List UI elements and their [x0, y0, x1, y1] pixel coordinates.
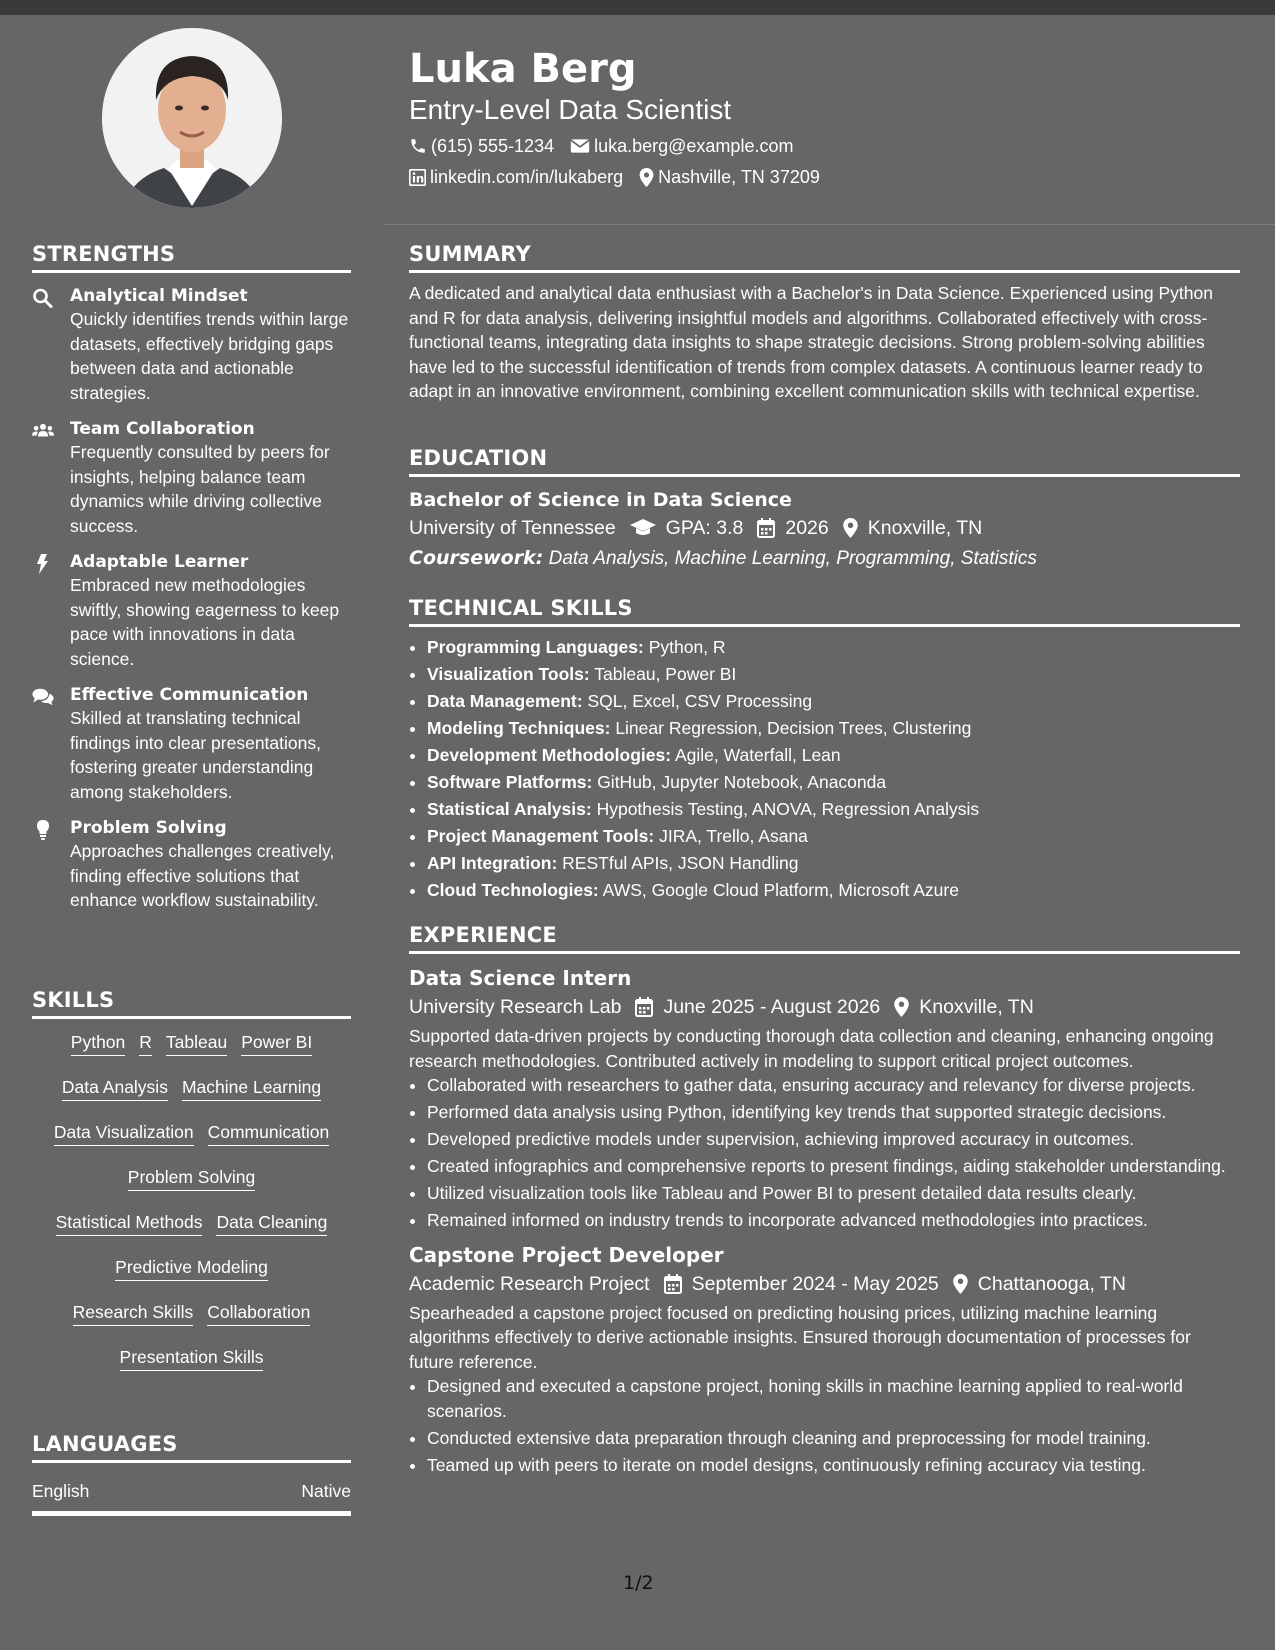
language-row: [32, 1479, 351, 1516]
job-dates: June 2025 - August 2026: [663, 996, 881, 1018]
skills-heading: SKILLS: [32, 988, 351, 1019]
strength-title: Effective Communication: [70, 685, 309, 705]
contact-linkedin[interactable]: [409, 165, 623, 189]
tech-skill-item: [427, 770, 1240, 794]
tech-skill-item: [427, 662, 1240, 686]
job-bullet: • Designed and executed a capstone project, honing skills in machine learning applied to real-world scenarios.: [427, 1374, 1240, 1423]
calendar-icon: [635, 997, 653, 1017]
skill-tag: Python: [71, 1031, 125, 1056]
job-title: Capstone Project Developer: [409, 1242, 724, 1267]
tech-skill-label: Programming Languages:: [427, 637, 644, 657]
tech-skill-label: Development Methodologies:: [427, 745, 672, 765]
summary-text: A dedicated and analytical data enthusiast with a Bachelor's in Data Science. Experienced using Python and R for data analysis, delivering insightful models and algorithms. Collaborated effectively with cross-functional teams, integrating data insights to shape strategic decisions. Strong problem-solving abilities have led to the successful identification of trends from complex datasets. A continuous learner ready to adapt in an innovative environment, combining excellent communication skills with technical expertise.: [409, 283, 1213, 401]
strength-desc: Skilled at translating technical findings into clear presentations, fostering greater understanding among stakeholders.: [70, 708, 321, 802]
skill-tag: Statistical Methods: [56, 1211, 203, 1236]
strength-item: [32, 418, 351, 538]
tech-skill-label: Data Management:: [427, 691, 583, 711]
skill-tag: Data Visualization: [54, 1121, 194, 1146]
lightbulb-icon: [32, 820, 54, 840]
strength-desc: Frequently consulted by peers for insights, helping balance team dynamics while driving collective success.: [70, 442, 330, 536]
bolt-icon: [32, 554, 54, 574]
users-icon: [32, 421, 54, 441]
strength-title: Adaptable Learner: [70, 552, 249, 572]
contact-row-1: [409, 134, 809, 158]
job-bullet: • Utilized visualization tools like Tableau and Power BI to present detailed data results clearly.: [427, 1181, 1240, 1206]
skill-tag: Data Analysis: [62, 1076, 168, 1101]
job-description: Spearheaded a capstone project focused on predicting housing prices, utilizing machine learning algorithms effectively to derive actionable insights. Ensured thorough documentation of processes for future reference.: [409, 1302, 1191, 1372]
experience-heading: EXPERIENCE: [409, 923, 1240, 954]
coursework-line: [409, 543, 1240, 574]
strength-item: [32, 817, 351, 913]
tech-skill-value: GitHub, Jupyter Notebook, Anaconda: [597, 772, 887, 792]
skill-tag: Communication: [208, 1121, 330, 1146]
candidate-name: Luka Berg: [409, 46, 637, 92]
technical-skills-section: [409, 596, 1240, 905]
skill-tag: Collaboration: [207, 1301, 310, 1326]
contact-phone: [409, 134, 554, 158]
job-dates: September 2024 - May 2025: [691, 1272, 939, 1295]
gpa-text: GPA: 3.8: [665, 517, 744, 539]
top-bar: [0, 0, 1275, 15]
tech-skill-item: [427, 743, 1240, 767]
strength-item: [32, 551, 351, 671]
job-bullet: • Teamed up with peers to iterate on model designs, continuously refining accuracy via testing.: [427, 1453, 1240, 1478]
location-text: Nashville, TN 37209: [658, 167, 820, 187]
phone-text: (615) 555-1234: [431, 136, 555, 156]
language-name: English: [32, 1481, 90, 1501]
map-pin-icon: [639, 168, 654, 187]
tech-skill-label: Modeling Techniques:: [427, 718, 611, 738]
skill-tag: Problem Solving: [128, 1166, 255, 1191]
calendar-icon: [757, 518, 775, 538]
job-org: Academic Research Project: [409, 1272, 650, 1295]
envelope-icon: [570, 138, 590, 154]
tech-skill-value: Python, R: [648, 637, 726, 657]
skill-tag: Tableau: [166, 1031, 227, 1056]
tech-skill-value: Agile, Waterfall, Lean: [674, 745, 841, 765]
profile-photo: [102, 28, 282, 208]
education-heading: EDUCATION: [409, 446, 1240, 477]
tech-skill-value: RESTful APIs, JSON Handling: [562, 853, 799, 873]
strength-desc: Approaches challenges creatively, finding effective solutions that enhance workflow sustainability.: [70, 841, 335, 910]
coursework-text: Data Analysis, Machine Learning, Programming, Statistics: [548, 548, 1037, 569]
job-meta: [409, 992, 1240, 1022]
job-location: Knoxville, TN: [919, 996, 1034, 1018]
tech-skill-item: [427, 851, 1240, 875]
tech-skill-value: JIRA, Trello, Asana: [659, 826, 808, 846]
school-location: Knoxville, TN: [867, 517, 983, 539]
languages-section: [32, 1432, 351, 1516]
map-pin-icon: [843, 518, 858, 538]
page-number: 1/2: [623, 1572, 654, 1594]
strengths-section: [32, 242, 351, 926]
skill-tag: Power BI: [241, 1031, 312, 1056]
job-org: University Research Lab: [409, 996, 622, 1018]
tech-skill-item: [427, 824, 1240, 848]
tech-skill-label: Project Management Tools:: [427, 826, 655, 846]
strength-title: Analytical Mindset: [70, 286, 248, 306]
job-bullet: • Performed data analysis using Python, identifying key trends that supported strategic decisions.: [427, 1100, 1240, 1125]
email-text[interactable]: luka.berg@example.com: [594, 136, 794, 156]
education-section: [409, 446, 1240, 574]
skill-tag: Data Cleaning: [216, 1211, 327, 1236]
tech-skill-item: [427, 878, 1240, 902]
technical-skills-heading: TECHNICAL SKILLS: [409, 596, 1240, 627]
linkedin-icon: [409, 169, 426, 186]
phone-icon: [409, 137, 427, 155]
strength-desc: Quickly identifies trends within large datasets, effectively bridging gaps between data and actionable strategies.: [70, 309, 349, 403]
tech-skill-value: SQL, Excel, CSV Processing: [587, 691, 813, 711]
experience-section: [409, 923, 1240, 1480]
job-bullet: • Conducted extensive data preparation through cleaning and preprocessing for model training.: [427, 1426, 1240, 1451]
tech-skill-value: Linear Regression, Decision Trees, Clustering: [615, 718, 972, 738]
summary-section: [409, 242, 1240, 404]
map-pin-icon: [953, 1274, 968, 1294]
skill-tags: [32, 1031, 351, 1391]
calendar-icon: [664, 1274, 682, 1294]
strength-item: [32, 684, 351, 804]
tech-skill-value: Hypothesis Testing, ANOVA, Regression Analysis: [596, 799, 980, 819]
comments-icon: [32, 687, 54, 707]
job-bullet: • Created infographics and comprehensive reports to present findings, aiding stakeholder understanding.: [427, 1154, 1240, 1179]
candidate-title: Entry-Level Data Scientist: [409, 94, 732, 125]
job-bullet: • Collaborated with researchers to gather data, ensuring accuracy and relevancy for diverse projects.: [427, 1073, 1240, 1098]
strength-item: [32, 285, 351, 405]
strengths-heading: STRENGTHS: [32, 242, 351, 273]
tech-skill-item: [427, 797, 1240, 821]
map-pin-icon: [894, 997, 909, 1017]
skill-tag: R: [139, 1031, 152, 1056]
school-name: University of Tennessee: [409, 517, 616, 539]
strength-title: Team Collaboration: [70, 419, 255, 439]
tech-skill-item: [427, 689, 1240, 713]
graduation-year: 2026: [785, 517, 829, 539]
tech-skill-item: [427, 716, 1240, 740]
tech-skill-label: Cloud Technologies:: [427, 880, 599, 900]
tech-skill-value: AWS, Google Cloud Platform, Microsoft Azure: [602, 880, 959, 900]
graduation-cap-icon: [630, 519, 656, 537]
job-title: Data Science Intern: [409, 966, 632, 990]
job-bullet: • Developed predictive models under supervision, achieving improved accuracy in outcomes.: [427, 1127, 1240, 1152]
contact-location: [639, 165, 820, 189]
tech-skill-label: Visualization Tools:: [427, 664, 590, 684]
contact-row-2: [409, 165, 836, 189]
job-description: Supported data-driven projects by conducting thorough data collection and cleaning, enhancing ongoing research methodologies. Contributed actively in modeling to support critical project outcomes.: [409, 1026, 1214, 1071]
linkedin-text[interactable]: linkedin.com/in/lukaberg: [430, 167, 624, 187]
skill-tag: Predictive Modeling: [115, 1256, 268, 1281]
contact-email[interactable]: [570, 134, 793, 158]
tech-skill-label: Software Platforms:: [427, 772, 593, 792]
tech-skill-label: Statistical Analysis:: [427, 799, 592, 819]
skill-tag: Presentation Skills: [120, 1346, 264, 1371]
strength-title: Problem Solving: [70, 818, 227, 838]
job-location: Chattanooga, TN: [977, 1272, 1126, 1295]
job-bullet: • Remained informed on industry trends to incorporate advanced methodologies into practices.: [427, 1208, 1240, 1233]
tech-skill-label: API Integration:: [427, 853, 558, 873]
summary-heading: SUMMARY: [409, 242, 1240, 273]
search-icon: [32, 288, 54, 308]
languages-heading: LANGUAGES: [32, 1432, 351, 1463]
coursework-label: Coursework:: [409, 547, 544, 569]
tech-skill-value: Tableau, Power BI: [594, 664, 737, 684]
language-level: Native: [301, 1481, 351, 1501]
tech-skill-item: [427, 635, 1240, 659]
skill-tag: Machine Learning: [182, 1076, 321, 1101]
degree-title: Bachelor of Science in Data Science: [409, 489, 792, 511]
header-divider: [383, 224, 1275, 225]
strength-desc: Embraced new methodologies swiftly, showing eagerness to keep pace with innovations in data science.: [70, 575, 340, 669]
education-meta: [409, 513, 1240, 543]
job-meta: [409, 1269, 1240, 1299]
skill-tag: Research Skills: [73, 1301, 194, 1326]
skills-section: [32, 988, 351, 1391]
